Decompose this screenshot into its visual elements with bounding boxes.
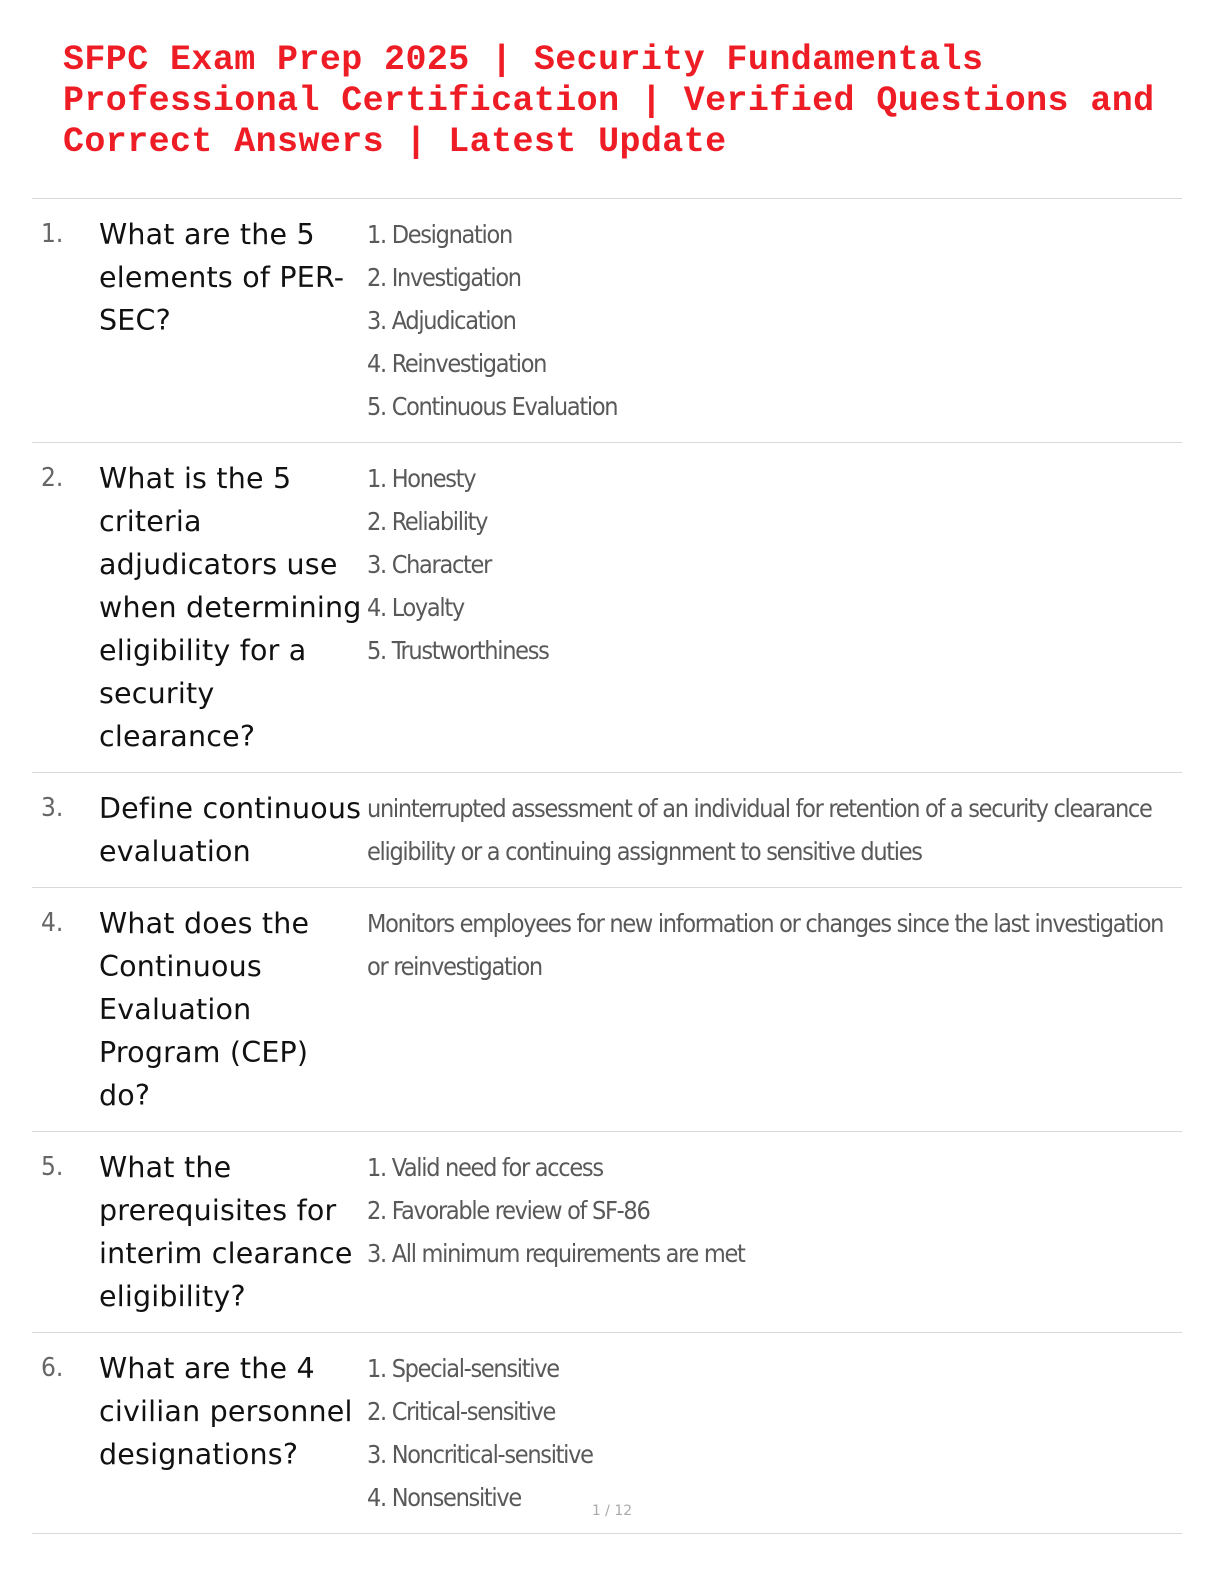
question-text: What is the 5 criteria adjudicators use when determining eligibility for a security clearance? bbox=[99, 462, 362, 753]
answer-line: 5. Trustworthiness bbox=[367, 636, 549, 665]
answer-line: 1. Honesty bbox=[367, 464, 476, 493]
answer-list bbox=[367, 1347, 1182, 1519]
answer-line: 1. Designation bbox=[367, 220, 512, 249]
item-number: 1. bbox=[41, 219, 64, 249]
answer-line: 1. Special-sensitive bbox=[367, 1354, 559, 1383]
answer-line: 3. Noncritical-sensitive bbox=[367, 1440, 593, 1469]
qa-item bbox=[32, 443, 1182, 773]
answer-list bbox=[367, 213, 1182, 428]
qa-item bbox=[32, 199, 1182, 443]
item-number: 3. bbox=[41, 793, 64, 823]
answer-line: 3. Adjudication bbox=[367, 306, 516, 335]
answer-paragraph: Monitors employees for new information or changes since the last investigation or reinvestigation bbox=[367, 909, 1164, 981]
question-text: What are the 4 civilian personnel designations? bbox=[99, 1352, 353, 1471]
question-text: Define continuous evaluation bbox=[99, 792, 362, 868]
qa-item bbox=[32, 773, 1182, 888]
qa-item bbox=[32, 888, 1182, 1132]
answer-line: 3. All minimum requirements are met bbox=[367, 1239, 745, 1268]
answer-line: 2. Favorable review of SF-86 bbox=[367, 1196, 650, 1225]
page-indicator: 1 / 12 bbox=[591, 1503, 633, 1519]
answer-line: 2. Critical-sensitive bbox=[367, 1397, 556, 1426]
answer-line: 5. Continuous Evaluation bbox=[367, 392, 618, 421]
qa-list bbox=[32, 198, 1182, 1534]
answer-line: 2. Reliability bbox=[367, 507, 488, 536]
page-title: SFPC Exam Prep 2025 | Security Fundamentals Professional Certification | Verified Questions and Correct Answers | Latest Update bbox=[63, 40, 1155, 162]
question-text: What are the 5 elements of PER-SEC? bbox=[99, 218, 345, 337]
answer-text bbox=[367, 902, 1182, 1117]
question-text: What the prerequisites for interim clearance eligibility? bbox=[99, 1151, 353, 1313]
item-number: 4. bbox=[41, 908, 64, 938]
answer-list bbox=[367, 1146, 1182, 1318]
answer-line: 4. Reinvestigation bbox=[367, 349, 547, 378]
answer-line: 3. Character bbox=[367, 550, 492, 579]
answer-line: 4. Loyalty bbox=[367, 593, 464, 622]
item-number: 2. bbox=[41, 463, 64, 493]
answer-paragraph: uninterrupted assessment of an individual for retention of a security clearance eligibility or a continuing assignment to sensitive duties bbox=[367, 794, 1152, 866]
answer-line: 1. Valid need for access bbox=[367, 1153, 603, 1182]
qa-item bbox=[32, 1132, 1182, 1333]
answer-list bbox=[367, 457, 1182, 758]
question-text: What does the Continuous Evaluation Program (CEP) do? bbox=[99, 907, 310, 1112]
item-number: 5. bbox=[41, 1152, 64, 1182]
item-number: 6. bbox=[41, 1353, 64, 1383]
answer-line: 2. Investigation bbox=[367, 263, 521, 292]
answer-text bbox=[367, 787, 1182, 873]
answer-line: 4. Nonsensitive bbox=[367, 1483, 521, 1512]
